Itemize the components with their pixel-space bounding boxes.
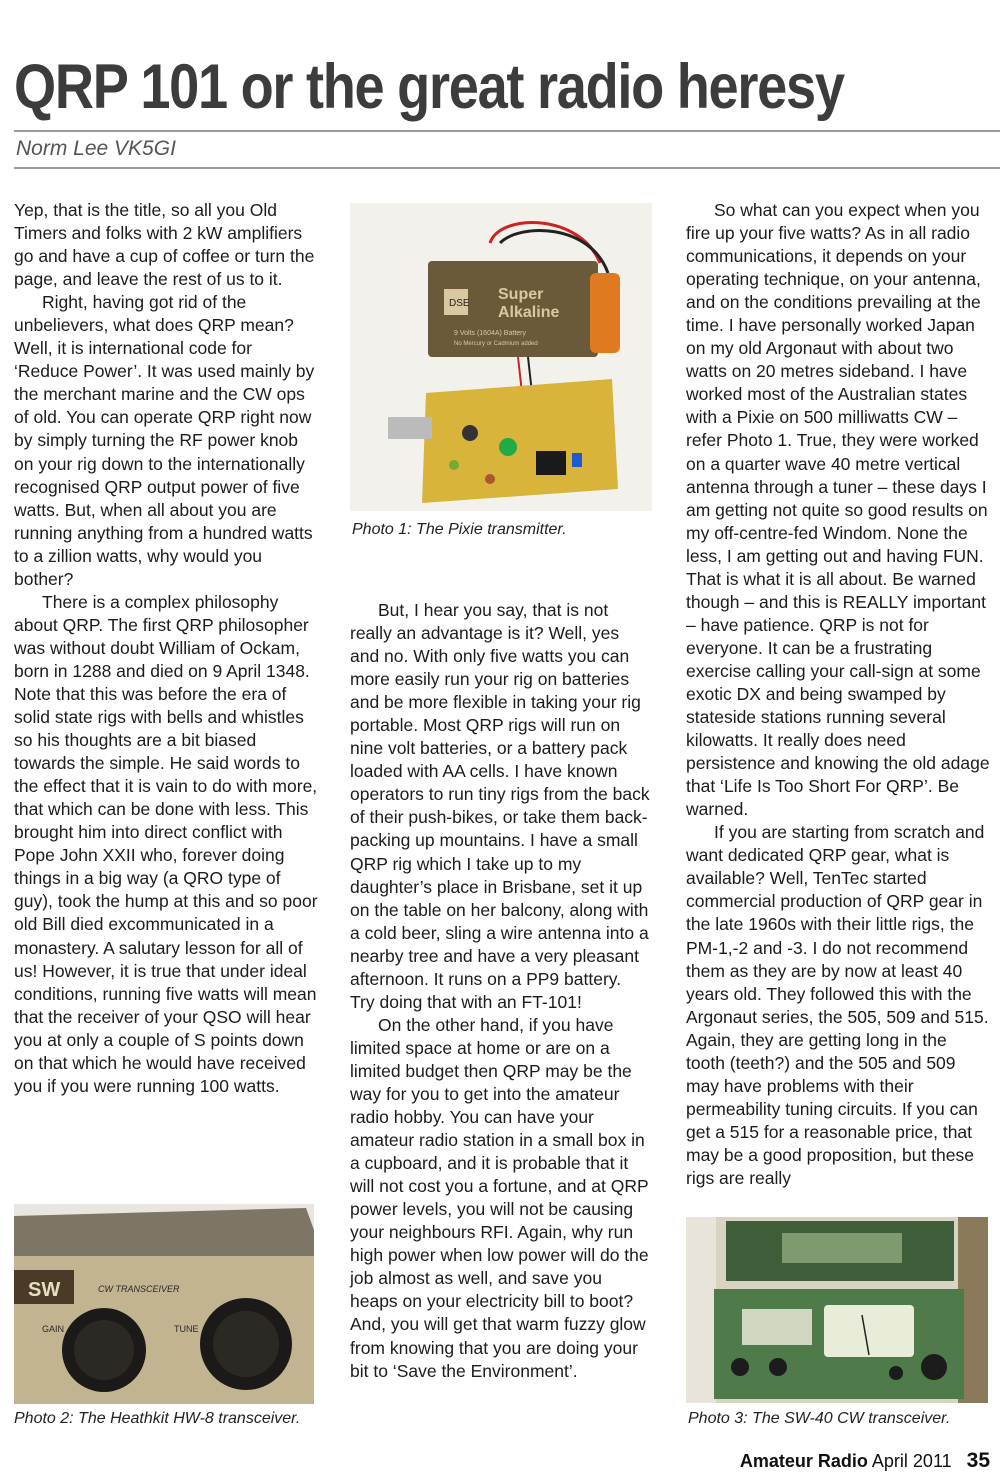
battery-label-2: Alkaline bbox=[498, 304, 560, 321]
heathkit-transceiver-image bbox=[14, 1204, 314, 1404]
text-column-1 bbox=[14, 199, 318, 1098]
battery-label-1: Super bbox=[498, 286, 544, 303]
gain-label: GAIN bbox=[42, 1324, 65, 1334]
photo-heathkit-hw8 bbox=[14, 1204, 314, 1404]
page-footer bbox=[740, 1449, 990, 1473]
byline-rule bbox=[14, 167, 1000, 169]
photo1-caption: Photo 1: The Pixie transmitter. bbox=[352, 521, 567, 538]
article-author: Norm Lee VK5GI bbox=[16, 137, 176, 160]
issue-date: April 2011 bbox=[871, 1451, 952, 1471]
photo-sw40 bbox=[686, 1217, 988, 1403]
photo2-caption: Photo 2: The Heathkit HW-8 transceiver. bbox=[14, 1410, 301, 1427]
page-number: 35 bbox=[966, 1449, 990, 1472]
tune-label: TUNE bbox=[174, 1324, 199, 1334]
article-title: QRP 101 or the great radio heresy bbox=[14, 52, 844, 122]
paragraph: Yep, that is the title, so all you Old Timers and folks with 2 kW amplifiers go and have a cup of coffee or turn the page, and leave the rest of us to it. bbox=[14, 200, 315, 290]
battery-label-3: 9 Volts (1604A) Battery bbox=[454, 330, 526, 337]
paragraph: On the other hand, if you have limited space at home or are on a limited budget then QRP may be the way for you to get into the amateur radio hobby. You can have your amateur radio station in a small box in a cupboard, and it is probable that it will not cost you a fortune, and at QRP power levels, you will not be causing your neighbours RFI. Again, why run high power when low power will do the job almost as well, and save you heaps on your electricity bill to boot? And, you will get that warm fuzzy glow from knowing that you are doing your bit to ‘Save the Environment’. bbox=[350, 1014, 649, 1381]
magazine-name: Amateur Radio bbox=[739, 1451, 868, 1471]
text-column-2 bbox=[350, 599, 650, 1383]
text-column-3 bbox=[686, 199, 990, 1190]
transceiver-badge: SW bbox=[28, 1279, 61, 1301]
circuit-board bbox=[422, 379, 618, 503]
sw40-transceiver-image bbox=[686, 1217, 988, 1403]
paragraph: If you are starting from scratch and want dedicated QRP gear, what is available? Well, TenTec started commercial production of QRP gear in the late 1960s with their little rigs, the PM-1,-2 and -3. I do not recommend them as they are by now at least 40 years old. They followed this with the Argonaut series, the 505, 509 and 515. Again, they are getting long in the tooth (teeth?) and the 505 and 509 may have problems with their permeability tuning circuits. If you can get a 515 for a reasonable price, that may be a good proposition, but these rigs are really bbox=[686, 822, 989, 1188]
battery-brand: DSE bbox=[449, 298, 470, 309]
battery-label-4: No Mercury or Cadmium added bbox=[454, 341, 538, 347]
paragraph: Right, having got rid of the unbelievers, what does QRP mean? Well, it is international code for ‘Reduce Power’. It was used mainly by the merchant marine and the CW ops of old. You can operate QRP right now by simply turning the RF power knob on your rig down to the internationally recognised QRP output power of five watts. But, when all about you are running anything from a hundred watts to a zillion watts, why would you bother? bbox=[14, 292, 315, 589]
paragraph: There is a complex philosophy about QRP. The first QRP philosopher was without doubt William of Ockam, born in 1288 and died on 9 April 1348. Note that this was before the era of solid state rigs with bells and whistles so his thoughts are a bit biased towards the simple. He said words to the effect that it is vain to do with more, that which can be done with less. This brought him into direct conflict with Pope John XXII who, forever doing things in a big way (a QRO type of guy), took the hump at this and so poor old Bill died excommunicated in a monastery. A salutary lesson for all of us! However, it is true that under ideal conditions, running five watts will mean that the receiver of your QSO will hear you at only a couple of S points down on that which he would have received you if you were running 100 watts. bbox=[14, 591, 318, 1096]
title-rule bbox=[14, 130, 1000, 132]
photo-pixie-transmitter bbox=[350, 203, 652, 511]
transceiver-panel-text: CW TRANSCEIVER bbox=[98, 1284, 180, 1294]
photo3-caption: Photo 3: The SW-40 CW transceiver. bbox=[688, 1410, 951, 1427]
paragraph: But, I hear you say, that is not really an advantage is it? Well, yes and no. With only five watts you can more easily run your rig on batteries and be more flexible in taking your rig portable. Most QRP rigs will run on nine volt batteries, or a battery pack loaded with AA cells. I have known operators to run tiny rigs from the back of their push-bikes, or take them back-packing up mountains. I have a small QRP rig which I take up to my daughter’s place in Brisbane, set it up on the table on her balcony, along with a cold beer, sling a wire antenna into a nearby tree and have a very pleasant afternoon. It runs on a PP9 battery. Try doing that with an FT-101! bbox=[350, 600, 650, 1012]
pixie-transmitter-image bbox=[350, 203, 652, 511]
paragraph: So what can you expect when you fire up your five watts? As in all radio communications, it depends on your operating technique, on your antenna, and on the conditions prevailing at the time. I have personally worked Japan on my old Argonaut with about two watts on 20 metres sideband. I have worked most of the Australian states with a Pixie on 500 milliwatts CW – refer Photo 1. True, they were worked on a quarter wave 40 metre vertical antenna through a tuner – these days I am getting not quite so good results on my off-centre-fed Windom. None the less, I am getting out and having FUN. That is what it is all about. Be warned though – and this is REALLY important – have patience. QRP is not for everyone. It can be a frustrating exercise calling your call-sign at some exotic DX and being swamped by stateside stations running several kilowatts. It really does need persistence and knowing the old adage that ‘Life Is Too Short For QRP’. Be warned. bbox=[686, 200, 990, 820]
